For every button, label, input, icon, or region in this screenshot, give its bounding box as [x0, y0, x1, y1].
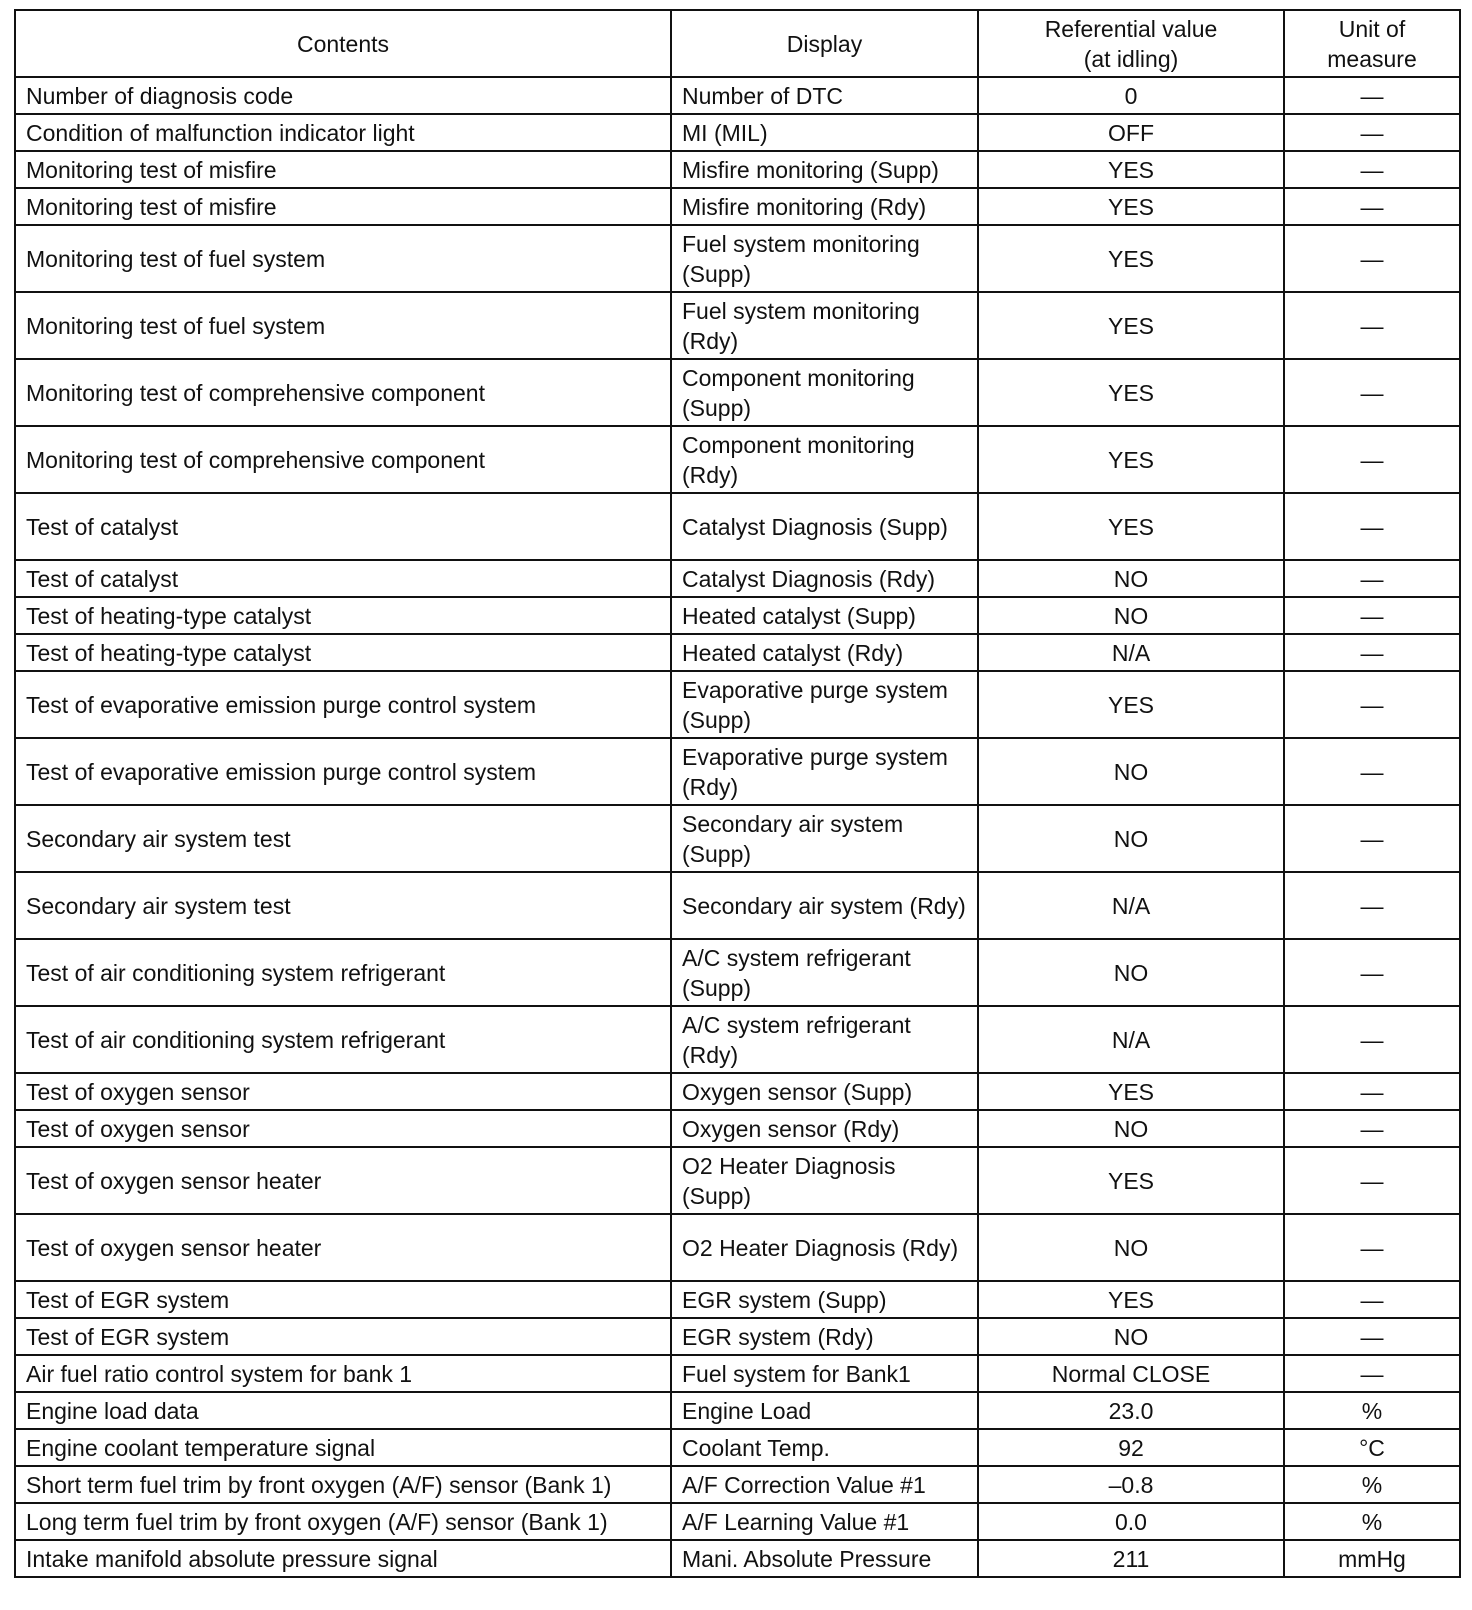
display-cell: A/C system refrigerant (Rdy) — [671, 1006, 978, 1073]
header-contents — [15, 10, 671, 77]
header-unit-line1: Unit of — [1338, 15, 1406, 42]
unit-cell: — — [1284, 634, 1460, 671]
display-cell: EGR system (Rdy) — [671, 1318, 978, 1355]
contents-cell: Monitoring test of misfire — [15, 188, 671, 225]
table-row — [15, 1214, 1460, 1281]
referential-value-cell: YES — [978, 292, 1284, 359]
display-cell: Oxygen sensor (Rdy) — [671, 1110, 978, 1147]
contents-cell: Test of evaporative emission purge control system — [15, 671, 671, 738]
unit-cell: — — [1284, 292, 1460, 359]
table-row — [15, 805, 1460, 872]
contents-cell: Test of oxygen sensor heater — [15, 1214, 671, 1281]
table-row — [15, 151, 1460, 188]
unit-cell: — — [1284, 151, 1460, 188]
display-cell: Component monitoring (Rdy) — [671, 426, 978, 493]
table-row — [15, 1006, 1460, 1073]
header-contents-label: Contents — [296, 30, 390, 57]
header-referential-value — [978, 10, 1284, 77]
unit-cell: — — [1284, 493, 1460, 560]
display-cell: Oxygen sensor (Supp) — [671, 1073, 978, 1110]
table-row — [15, 1110, 1460, 1147]
display-cell: Secondary air system (Rdy) — [671, 872, 978, 939]
display-cell: MI (MIL) — [671, 114, 978, 151]
unit-cell: — — [1284, 872, 1460, 939]
referential-value-cell: NO — [978, 738, 1284, 805]
display-cell: Engine Load — [671, 1392, 978, 1429]
unit-cell: °C — [1284, 1429, 1460, 1466]
table-row — [15, 77, 1460, 114]
table-row — [15, 597, 1460, 634]
table-row — [15, 292, 1460, 359]
table-row — [15, 1540, 1460, 1577]
table-row — [15, 426, 1460, 493]
table-row — [15, 1466, 1460, 1503]
table-row — [15, 225, 1460, 292]
display-cell: A/C system refrigerant (Supp) — [671, 939, 978, 1006]
referential-value-cell: YES — [978, 1073, 1284, 1110]
unit-cell: — — [1284, 114, 1460, 151]
referential-value-cell: N/A — [978, 872, 1284, 939]
table-row — [15, 939, 1460, 1006]
display-cell: Misfire monitoring (Supp) — [671, 151, 978, 188]
unit-cell: — — [1284, 738, 1460, 805]
table-row — [15, 1355, 1460, 1392]
contents-cell: Monitoring test of fuel system — [15, 225, 671, 292]
unit-cell: — — [1284, 1281, 1460, 1318]
display-cell: Heated catalyst (Supp) — [671, 597, 978, 634]
display-cell: Fuel system monitoring (Rdy) — [671, 292, 978, 359]
table-row — [15, 1429, 1460, 1466]
display-cell: Coolant Temp. — [671, 1429, 978, 1466]
table-row — [15, 1503, 1460, 1540]
header-value-line2: (at idling) — [1083, 45, 1179, 72]
display-cell: Catalyst Diagnosis (Supp) — [671, 493, 978, 560]
header-unit — [1284, 10, 1460, 77]
contents-cell: Test of catalyst — [15, 560, 671, 597]
diagnosis-data-table — [14, 9, 1461, 1578]
contents-cell: Number of diagnosis code — [15, 77, 671, 114]
table-row — [15, 1281, 1460, 1318]
contents-cell: Intake manifold absolute pressure signal — [15, 1540, 671, 1577]
contents-cell: Engine coolant temperature signal — [15, 1429, 671, 1466]
display-cell: Evaporative purge system (Rdy) — [671, 738, 978, 805]
unit-cell: — — [1284, 597, 1460, 634]
display-cell: Number of DTC — [671, 77, 978, 114]
contents-cell: Test of EGR system — [15, 1318, 671, 1355]
contents-cell: Air fuel ratio control system for bank 1 — [15, 1355, 671, 1392]
unit-cell: — — [1284, 1073, 1460, 1110]
referential-value-cell: NO — [978, 1318, 1284, 1355]
contents-cell: Test of oxygen sensor heater — [15, 1147, 671, 1214]
table-row — [15, 1073, 1460, 1110]
table-row — [15, 188, 1460, 225]
table-row — [15, 359, 1460, 426]
unit-cell: — — [1284, 77, 1460, 114]
contents-cell: Monitoring test of misfire — [15, 151, 671, 188]
contents-cell: Condition of malfunction indicator light — [15, 114, 671, 151]
display-cell: Fuel system monitoring (Supp) — [671, 225, 978, 292]
referential-value-cell: 211 — [978, 1540, 1284, 1577]
referential-value-cell: 23.0 — [978, 1392, 1284, 1429]
unit-cell: % — [1284, 1466, 1460, 1503]
table-row — [15, 671, 1460, 738]
unit-cell: — — [1284, 1214, 1460, 1281]
unit-cell: — — [1284, 1355, 1460, 1392]
referential-value-cell: NO — [978, 805, 1284, 872]
table-row — [15, 738, 1460, 805]
display-cell: Evaporative purge system (Supp) — [671, 671, 978, 738]
referential-value-cell: NO — [978, 560, 1284, 597]
contents-cell: Test of evaporative emission purge control system — [15, 738, 671, 805]
table-header — [15, 10, 1460, 77]
display-cell: Catalyst Diagnosis (Rdy) — [671, 560, 978, 597]
referential-value-cell: YES — [978, 671, 1284, 738]
referential-value-cell: NO — [978, 939, 1284, 1006]
table-row — [15, 634, 1460, 671]
contents-cell: Test of air conditioning system refrigerant — [15, 939, 671, 1006]
display-cell: Fuel system for Bank1 — [671, 1355, 978, 1392]
referential-value-cell: YES — [978, 151, 1284, 188]
display-cell: A/F Correction Value #1 — [671, 1466, 978, 1503]
unit-cell: — — [1284, 188, 1460, 225]
unit-cell: — — [1284, 560, 1460, 597]
referential-value-cell: 92 — [978, 1429, 1284, 1466]
unit-cell: — — [1284, 426, 1460, 493]
referential-value-cell: NO — [978, 1214, 1284, 1281]
contents-cell: Monitoring test of comprehensive component — [15, 426, 671, 493]
unit-cell: — — [1284, 671, 1460, 738]
referential-value-cell: YES — [978, 493, 1284, 560]
referential-value-cell: 0.0 — [978, 1503, 1284, 1540]
table-row — [15, 1318, 1460, 1355]
referential-value-cell: OFF — [978, 114, 1284, 151]
referential-value-cell: NO — [978, 597, 1284, 634]
unit-cell: % — [1284, 1392, 1460, 1429]
referential-value-cell: YES — [978, 188, 1284, 225]
table-row — [15, 872, 1460, 939]
referential-value-cell: –0.8 — [978, 1466, 1284, 1503]
contents-cell: Test of EGR system — [15, 1281, 671, 1318]
referential-value-cell: Normal CLOSE — [978, 1355, 1284, 1392]
table-row — [15, 1392, 1460, 1429]
unit-cell: — — [1284, 225, 1460, 292]
display-cell: Mani. Absolute Pressure — [671, 1540, 978, 1577]
display-cell: EGR system (Supp) — [671, 1281, 978, 1318]
display-cell: Misfire monitoring (Rdy) — [671, 188, 978, 225]
contents-cell: Engine load data — [15, 1392, 671, 1429]
display-cell: O2 Heater Diagnosis (Supp) — [671, 1147, 978, 1214]
referential-value-cell: YES — [978, 1281, 1284, 1318]
unit-cell: — — [1284, 805, 1460, 872]
header-unit-line2: measure — [1327, 45, 1417, 72]
unit-cell: — — [1284, 1006, 1460, 1073]
display-cell: O2 Heater Diagnosis (Rdy) — [671, 1214, 978, 1281]
contents-cell: Secondary air system test — [15, 805, 671, 872]
referential-value-cell: YES — [978, 359, 1284, 426]
header-value-line1: Referential value — [1044, 15, 1218, 42]
unit-cell: — — [1284, 1318, 1460, 1355]
contents-cell: Test of heating-type catalyst — [15, 634, 671, 671]
contents-cell: Short term fuel trim by front oxygen (A/F) sensor (Bank 1) — [15, 1466, 671, 1503]
display-cell: Heated catalyst (Rdy) — [671, 634, 978, 671]
unit-cell: % — [1284, 1503, 1460, 1540]
header-display-label: Display — [786, 30, 863, 57]
unit-cell: — — [1284, 939, 1460, 1006]
referential-value-cell: N/A — [978, 634, 1284, 671]
display-cell: Component monitoring (Supp) — [671, 359, 978, 426]
contents-cell: Long term fuel trim by front oxygen (A/F) sensor (Bank 1) — [15, 1503, 671, 1540]
display-cell: A/F Learning Value #1 — [671, 1503, 978, 1540]
table-row — [15, 114, 1460, 151]
header-row — [15, 10, 1460, 77]
referential-value-cell: NO — [978, 1110, 1284, 1147]
table-body — [15, 77, 1460, 1577]
unit-cell: — — [1284, 359, 1460, 426]
referential-value-cell: YES — [978, 1147, 1284, 1214]
unit-cell: mmHg — [1284, 1540, 1460, 1577]
table-row — [15, 560, 1460, 597]
header-display — [671, 10, 978, 77]
contents-cell: Test of catalyst — [15, 493, 671, 560]
contents-cell: Test of heating-type catalyst — [15, 597, 671, 634]
contents-cell: Secondary air system test — [15, 872, 671, 939]
contents-cell: Test of oxygen sensor — [15, 1110, 671, 1147]
contents-cell: Test of air conditioning system refrigerant — [15, 1006, 671, 1073]
referential-value-cell: YES — [978, 225, 1284, 292]
referential-value-cell: N/A — [978, 1006, 1284, 1073]
unit-cell: — — [1284, 1110, 1460, 1147]
display-cell: Secondary air system (Supp) — [671, 805, 978, 872]
table-row — [15, 1147, 1460, 1214]
contents-cell: Monitoring test of comprehensive component — [15, 359, 671, 426]
referential-value-cell: 0 — [978, 77, 1284, 114]
contents-cell: Monitoring test of fuel system — [15, 292, 671, 359]
diagnosis-table-wrapper — [14, 9, 1459, 1578]
unit-cell: — — [1284, 1147, 1460, 1214]
table-row — [15, 493, 1460, 560]
referential-value-cell: YES — [978, 426, 1284, 493]
contents-cell: Test of oxygen sensor — [15, 1073, 671, 1110]
